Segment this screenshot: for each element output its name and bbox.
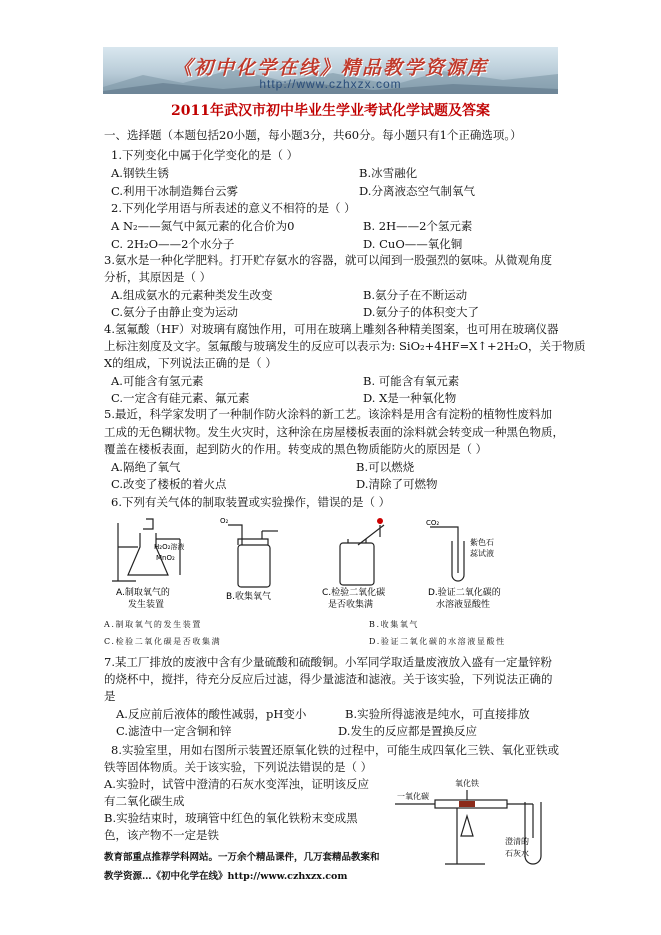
q6b-label-o2: O₂	[220, 517, 229, 525]
q4-option-c: C.一定含有硅元素、氟元素	[111, 391, 250, 405]
q8-label-limewater-1: 澄清的	[505, 837, 529, 846]
q7-line3: 是	[104, 689, 116, 703]
q1-stem: 1.下列变化中属于化学变化的是（ ）	[111, 148, 299, 162]
q4-option-a: A.可能含有氢元素	[111, 374, 204, 388]
q8-line1: 8.实验室里，用如右图所示装置还原氧化铁的过程中，可能生成四氧化三铁、氧化亚铁或	[111, 743, 559, 757]
q7-line1: 7.某工厂排放的废液中含有少量硫酸和硫酸铜。小军同学取适量废液放入盛有一定量锌粉	[104, 655, 552, 669]
q8-figure	[395, 772, 555, 872]
section-heading: 一、选择题（本题包括20小题，每小题3分，共60分。每小题只有1个正确选项。）	[104, 128, 522, 142]
q3-option-d: D.氨分子的体积变大了	[363, 305, 479, 319]
q5-option-d: D.清除了可燃物	[356, 477, 438, 491]
q3-line1: 3.氨水是一种化学肥料。打开贮存氨水的容器，就可以闻到一股强烈的氨味。从微观角度	[104, 253, 552, 267]
q8-option-b-line2: 色，该产物不一定是铁	[104, 828, 219, 842]
q4-line1: 4.氢氟酸（HF）对玻璃有腐蚀作用，可用在玻璃上雕刻各种精美图案，也可用在玻璃仪器	[104, 322, 559, 336]
q6-option-d: D.验证二氧化碳的水溶液显酸性	[369, 637, 506, 646]
banner-title: 《初中化学在线》精品教学资源库	[172, 57, 488, 79]
q6-figure-c	[318, 515, 413, 610]
q6d-caption-1: D.验证二氧化碳的	[428, 588, 501, 598]
q6a-label-h2o2: H₂O₂溶液	[154, 543, 185, 551]
q7-line2: 的烧杯中，搅拌，待充分反应后过滤，得少量滤渣和滤液。关于该实验，下列说法正确的	[104, 672, 553, 686]
q6-figure-b	[218, 515, 308, 610]
q6d-caption-2: 水溶液显酸性	[436, 600, 491, 610]
q3-option-c: C.氨分子由静止变为运动	[111, 305, 239, 319]
q1-option-a: A.钢铁生锈	[111, 166, 169, 180]
q3-option-a: A.组成氨水的元素种类发生改变	[111, 288, 273, 302]
q8-option-b-line1: B.实验结束时，玻璃管中红色的氧化铁粉末变成黑	[104, 811, 358, 825]
q3-line2: 分析，其原因是（ ）	[104, 270, 212, 284]
q2-option-d: D. CuO——氧化铜	[363, 237, 463, 251]
q2-stem: 2.下列化学用语与所表述的意义不相符的是（ ）	[111, 201, 356, 215]
q6d-label-litmus-2: 蕊试液	[470, 549, 494, 558]
header-banner	[103, 47, 558, 94]
q8-label-co: 一氧化碳	[397, 792, 429, 801]
q6-figure-d	[420, 515, 545, 610]
q8-label-limewater-2: 石灰水	[505, 849, 529, 858]
q5-line2: 工成的无色糊状物。发生火灾时，这种涂在房屋楼板表面的涂料就会转变成一种黑色物质，	[104, 425, 564, 439]
q7-option-b: B.实验所得滤液是纯水，可直接排放	[345, 707, 530, 721]
q2-option-b: B. 2H——2个氢元素	[363, 219, 473, 233]
q6a-caption-1: A.制取氧气的	[116, 588, 170, 598]
q1-option-b: B.冰雪融化	[359, 166, 418, 180]
q1-option-c: C.利用干冰制造舞台云雾	[111, 184, 239, 198]
footer-line1: 教育部重点推荐学科网站。一万余个精品课件，几万套精品教案和	[104, 852, 380, 863]
q6b-caption: B.收集氧气	[226, 592, 272, 602]
q6a-caption-2: 发生装置	[128, 600, 165, 610]
q8-line2: 铁等固体物质。关于该实验，下列说法错误的是（ ）	[104, 760, 373, 774]
q8-option-a-line2: 有二氧化碳生成	[104, 794, 185, 808]
q5-line1: 5.最近，科学家发明了一种制作防火涂料的新工艺。该涂料是用含有淀粉的植物性废料加	[104, 407, 552, 421]
q6-option-b: B.收集氧气	[369, 620, 420, 629]
q7-option-d: D.发生的反应都是置换反应	[338, 724, 477, 738]
q6a-label-mno2: MnO₂	[156, 554, 175, 562]
q6-option-a: A.制取氧气的发生装置	[104, 620, 202, 629]
q6-stem: 6.下列有关气体的制取装置或实验操作，错误的是（ ）	[111, 495, 391, 509]
q6c-caption-1: C.检验二氧化碳	[322, 588, 386, 598]
q4-line2: 上标注刻度及文字。氢氟酸与玻璃发生的反应可以表示为: SiO₂+4HF=X↑+2H₂O，关于物质	[104, 339, 586, 353]
q4-option-b: B. 可能含有氧元素	[363, 374, 460, 388]
q4-option-d: D. X是一种氧化物	[363, 391, 457, 405]
q6c-caption-2: 是否收集满	[328, 600, 374, 610]
footer-line2: 教学资源…《初中化学在线》http://www.czhxzx.com	[104, 871, 348, 882]
q6d-label-litmus-1: 紫色石	[470, 538, 494, 547]
document-title: 2011年武汉市初中毕业生学业考试化学试题及答案	[171, 103, 490, 119]
q7-option-a: A.反应前后液体的酸性减弱，pH变小	[116, 707, 307, 721]
q5-option-b: B.可以燃烧	[356, 460, 415, 474]
q7-option-c: C.滤渣中一定含铜和锌	[116, 724, 232, 738]
q6-option-c: C.检验二氧化碳是否收集满	[104, 637, 222, 646]
q1-option-d: D.分离液态空气制氧气	[359, 184, 475, 198]
q8-option-a-line1: A.实验时，试管中澄清的石灰水变浑浊，证明该反应	[104, 777, 369, 791]
q2-option-c: C. 2H₂O——2个水分子	[111, 237, 235, 251]
q6d-label-co2: CO₂	[426, 519, 440, 527]
q4-line3: X的组成，下列说法正确的是（ ）	[104, 356, 277, 370]
q2-option-a: A N₂——氮气中氮元素的化合价为0	[111, 219, 295, 233]
q8-label-fe2o3: 氧化铁	[455, 779, 479, 788]
banner-url[interactable]: http://www.czhxzx.com	[259, 77, 402, 91]
q5-option-a: A.隔绝了氧气	[111, 460, 181, 474]
q5-line3: 覆盖在楼板表面，起到防火的作用。转变成的黑色物质能防火的原因是（ ）	[104, 442, 488, 456]
q5-option-c: C.改变了楼板的着火点	[111, 477, 227, 491]
q6-figure-a	[110, 515, 210, 610]
q3-option-b: B.氨分子在不断运动	[363, 288, 468, 302]
